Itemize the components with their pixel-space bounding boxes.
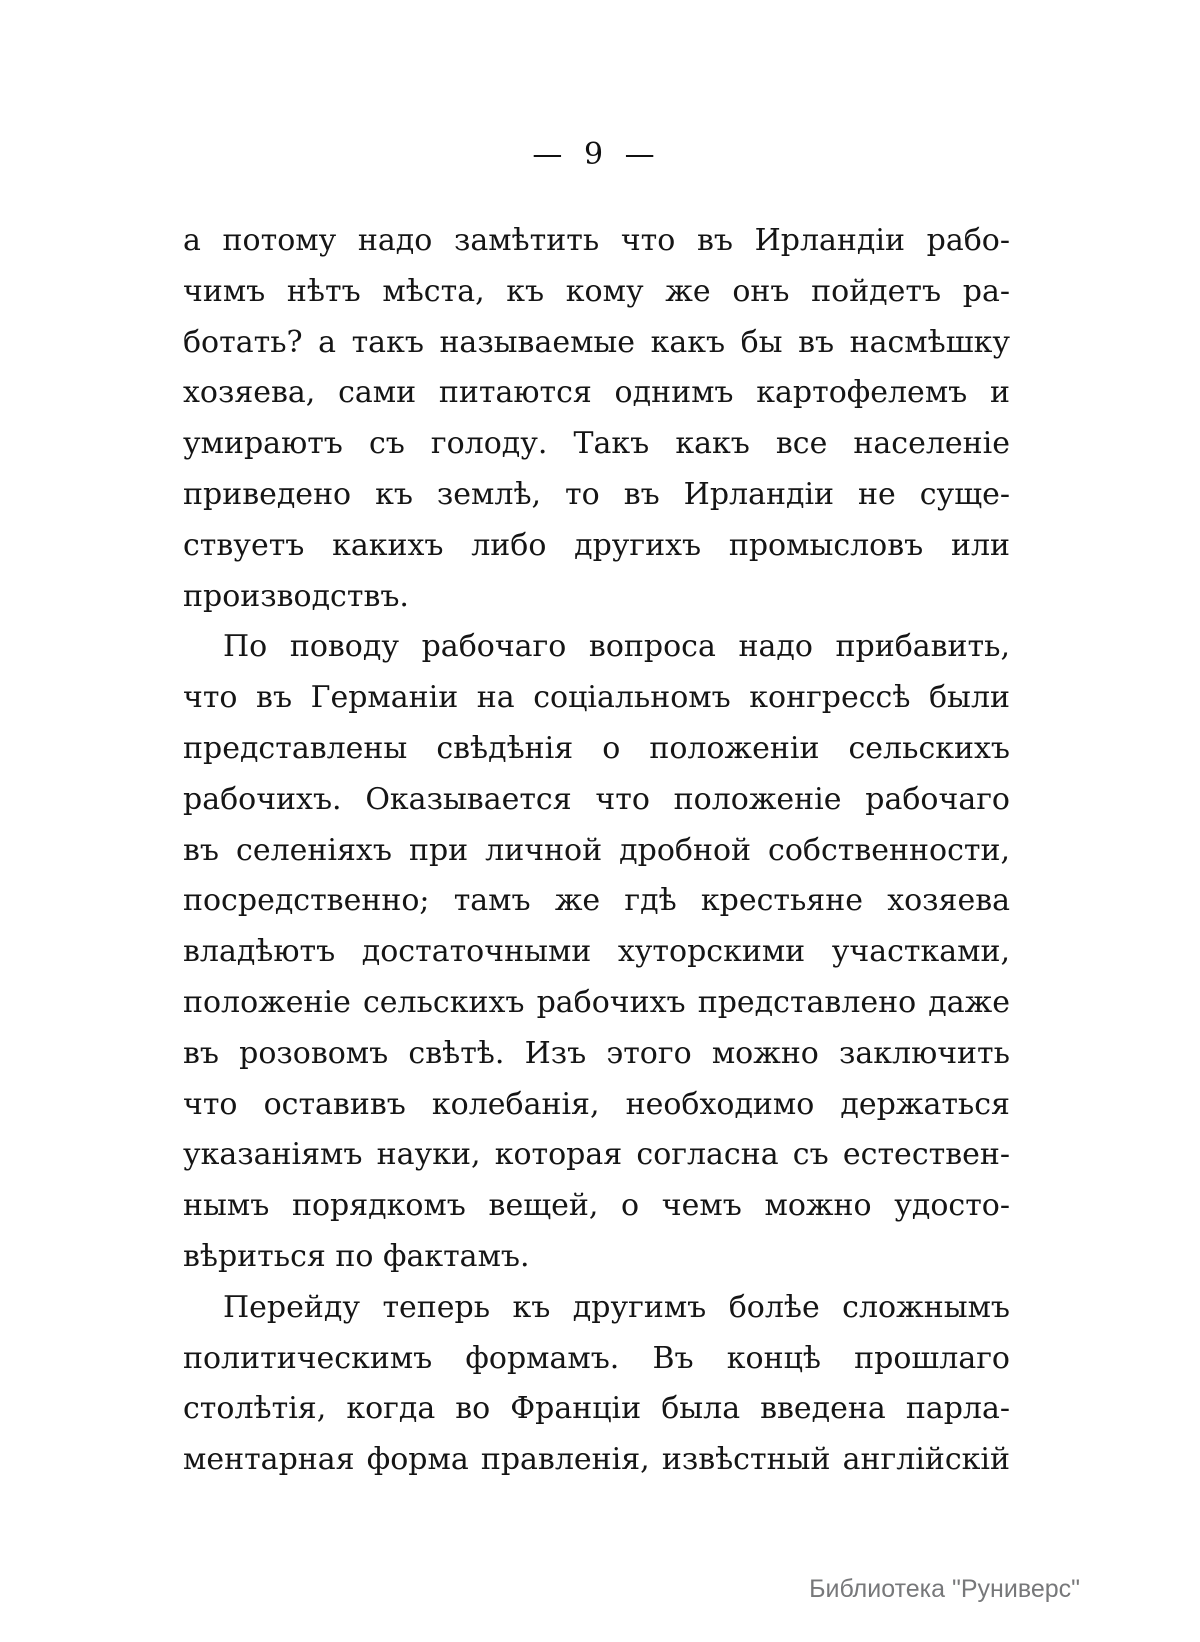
text-line: рабочихъ. Оказывается что положеніе рабочаго [183,781,1010,817]
text-line: положеніе сельскихъ рабочихъ представлено даже [183,984,1010,1020]
paragraph [183,216,1010,622]
text-line: представлены свѣдѣнія о положеніи сельскихъ [183,730,1010,766]
text-line: въ розовомъ свѣтѣ. Изъ этого можно заключить [183,1035,1010,1071]
text-line: чимъ нѣтъ мѣста, къ кому же онъ пойдетъ ра- [183,273,1010,309]
text-line: приведено къ землѣ, то въ Ирландіи не суще- [183,476,1010,512]
text-line: что въ Германіи на соціальномъ конгрессѣ были [183,680,1010,716]
paragraph [183,1283,1010,1486]
text-line: хозяева, сами питаются однимъ картофелемъ и [183,375,1010,411]
text-line: умираютъ съ голоду. Такъ какъ все населеніе [183,426,1010,462]
text-line: нымъ порядкомъ вещей, о чемъ можно удосто- [183,1188,1010,1224]
page-text-block [183,216,1010,1486]
text-line: указаніямъ науки, которая согласна съ естествен- [183,1137,1010,1173]
text-line: въ селеніяхъ при личной дробной собственности, [183,832,1010,868]
text-line: столѣтія, когда во Франціи была введена парла- [183,1391,1010,1427]
text-line: ботать? а такъ называемые какъ бы въ насмѣшку [183,324,1010,360]
text-line: владѣютъ достаточными хуторскими участками, [183,934,1010,970]
library-watermark: Библиотека "Руниверс" [809,1575,1080,1603]
text-line: а потому надо замѣтить что въ Ирландіи рабо- [183,223,1010,258]
paragraph [183,622,1010,1282]
text-line: посредственно; тамъ же гдѣ крестьяне хозяева [183,883,1010,919]
text-line: ментарная форма правленія, извѣстный англійскій [183,1442,1010,1478]
text-line: вѣриться по фактамъ. [183,1238,530,1274]
text-line: Перейду теперь къ другимъ болѣе сложнымъ [223,1289,1010,1325]
text-line: что оставивъ колебанія, необходимо держаться [183,1086,1010,1122]
text-line: ствуетъ какихъ либо другихъ промысловъ или [183,527,1010,563]
page-number: — 9 — [532,137,661,172]
text-line: производствъ. [183,578,409,614]
text-line: политическимъ формамъ. Въ концѣ прошлаго [183,1340,1010,1376]
text-line: По поводу рабочаго вопроса надо прибавить, [223,629,1010,665]
